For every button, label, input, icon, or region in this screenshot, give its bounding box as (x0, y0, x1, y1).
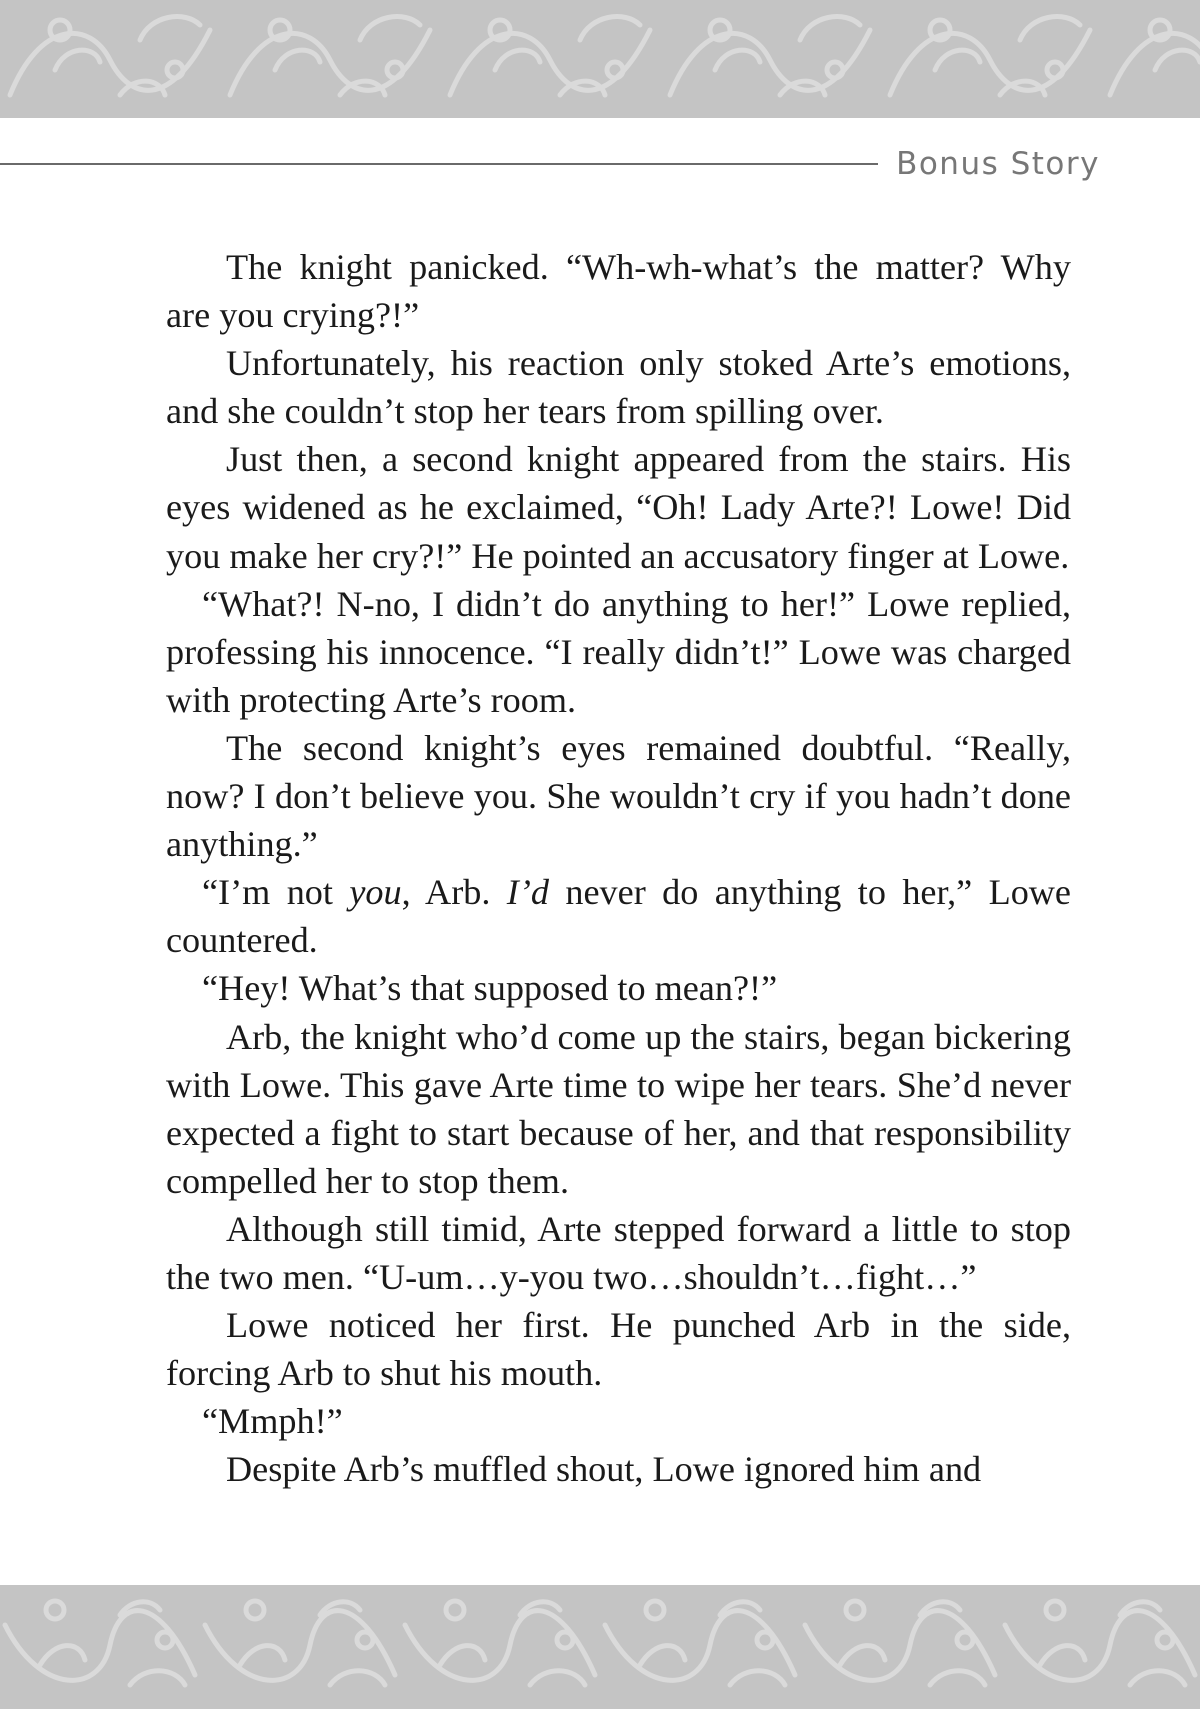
paragraph: Lowe noticed her first. He punched Arb in the side, forcing Arb to shut his mouth. (166, 1305, 1071, 1394)
paragraph: “I’m not you, Arb. I’d never do anything to her,” Lowe countered. (166, 872, 1071, 961)
paragraph: “Hey! What’s that supposed to mean?!” (202, 968, 778, 1009)
paragraph: Arb, the knight who’d come up the stairs, began bickering with Lowe. This gave Arte time to wipe her tears. She’d never expected a fight to start because of her, and that responsibility compelled her to stop them. (166, 1016, 1071, 1201)
running-header (0, 144, 1200, 188)
header-rule (0, 163, 878, 165)
paragraph: Unfortunately, his reaction only stoked Arte’s emotions, and she couldn’t stop her tears from spilling over. (166, 343, 1071, 432)
bottom-ornamental-band (0, 1585, 1200, 1709)
running-head-title: Bonus Story (896, 146, 1100, 182)
top-ornamental-band (0, 0, 1200, 118)
paragraph: “Mmph!” (202, 1401, 343, 1442)
story-text (166, 243, 1071, 1493)
top-ornament-pattern (0, 0, 1200, 118)
emphasis: I’d (506, 872, 549, 913)
paragraph: Just then, a second knight appeared from the stairs. His eyes widened as he exclaimed, “Oh! Lady Arte?! Lowe! Did you make her cry?!” He pointed an accusatory finger at Lowe. (166, 439, 1071, 576)
paragraph: The knight panicked. “Wh-wh-what’s the matter? Why are you crying?!” (166, 247, 1071, 336)
paragraph: Despite Arb’s muffled shout, Lowe ignored him and (226, 1449, 982, 1490)
paragraph: The second knight’s eyes remained doubtful. “Really, now? I don’t believe you. She wouldn’t cry if you hadn’t done anything.” (166, 727, 1071, 865)
emphasis: you (349, 872, 402, 913)
paragraph: “What?! N-no, I didn’t do anything to her!” Lowe replied, professing his innocence. “I really didn’t!” Lowe was charged with protecting Arte’s room. (166, 583, 1071, 720)
bottom-ornament-pattern (0, 1585, 1200, 1709)
paragraph: Although still timid, Arte stepped forward a little to stop the two men. “U-um…y-you two…shouldn’t…fight…” (166, 1208, 1071, 1297)
